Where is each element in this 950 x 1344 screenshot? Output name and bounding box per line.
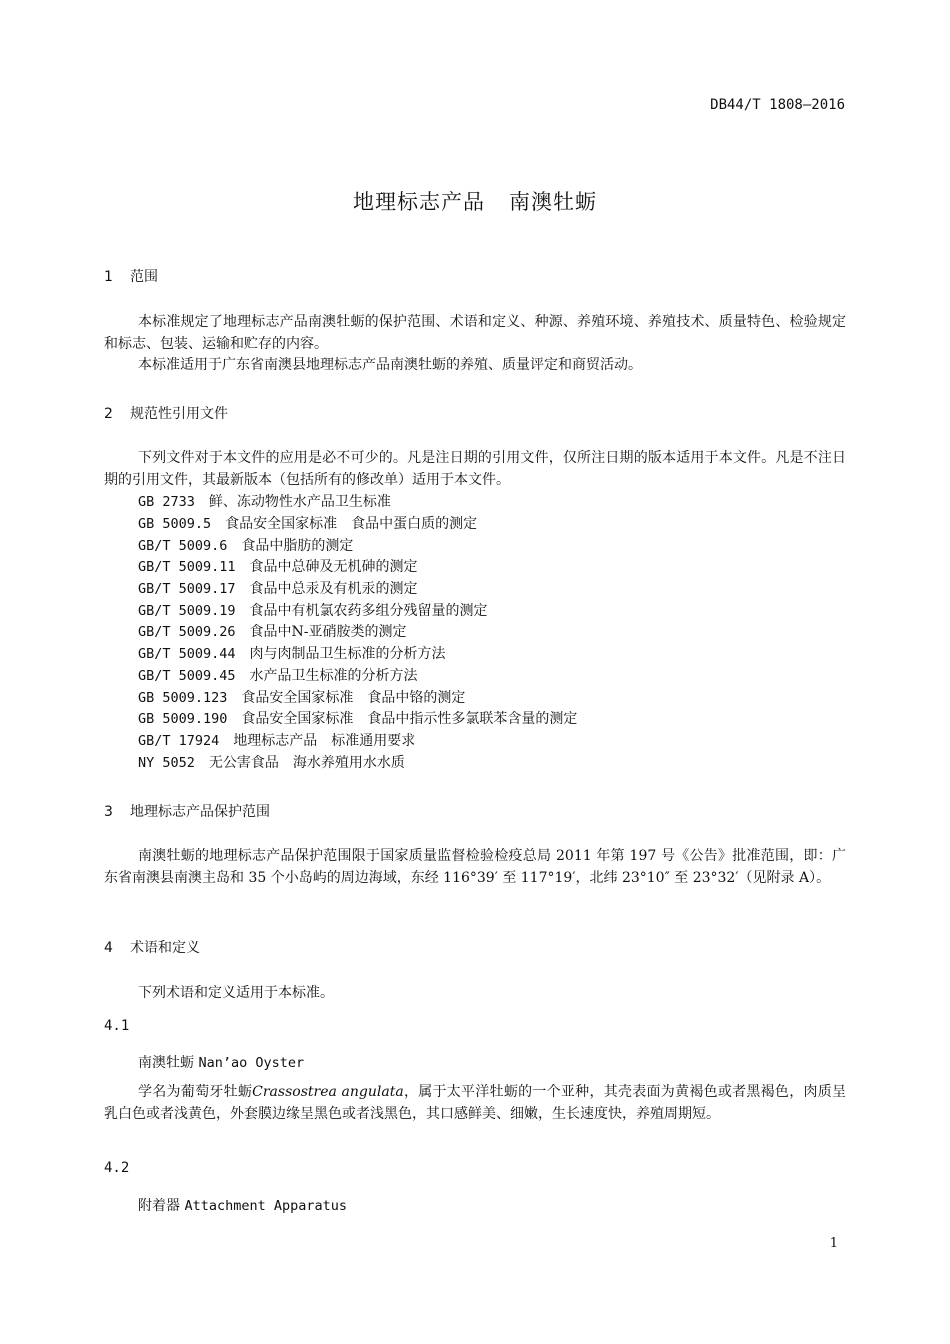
reference-item: GB/T 5009.6 食品中脂肪的测定	[138, 538, 354, 554]
reference-item: GB 5009.190 食品安全国家标准 食品中指示性多氯联苯含量的测定	[138, 711, 578, 727]
section-1-paragraph-2: 本标准适用于广东省南澳县地理标志产品南澳牡蛎的养殖、质量评定和商贸活动。	[138, 357, 642, 373]
term-4-1-number: 4.1	[104, 1018, 130, 1034]
section-2-heading	[104, 403, 228, 423]
term-4-1-en: Nan’ao Oyster	[198, 1055, 305, 1071]
document-title	[0, 186, 950, 216]
section-4-heading	[104, 937, 200, 957]
title-sub: 南澳牡蛎	[509, 190, 597, 214]
section-2-title: 规范性引用文件	[130, 406, 228, 422]
reference-item: GB/T 5009.26 食品中N-亚硝胺类的测定	[138, 624, 407, 640]
reference-item: GB/T 5009.17 食品中总汞及有机汞的测定	[138, 581, 418, 597]
term-4-1-definition: 学名为葡萄牙牡蛎Crassostrea angulata，属于太平洋牡蛎的一个亚种，其壳表面为黄褐色或者黑褐色，肉质呈乳白色或者浅黄色，外套膜边缘呈黑色或者浅黑色，其口感鲜美、细嫩，生长速度快，养殖周期短。	[104, 1084, 847, 1122]
title-main: 地理标志产品	[353, 190, 485, 214]
reference-item: GB/T 5009.19 食品中有机氯农药多组分残留量的测定	[138, 603, 488, 619]
term-4-1-cn: 南澳牡蛎	[138, 1055, 194, 1071]
section-3-number: 3	[104, 804, 113, 820]
section-2-paragraph-1: 下列文件对于本文件的应用是必不可少的。凡是注日期的引用文件，仅所注日期的版本适用于本文件。凡是不注日期的引用文件，其最新版本（包括所有的修改单）适用于本文件。	[104, 450, 846, 488]
reference-item: GB/T 17924 地理标志产品 标准通用要求	[138, 733, 416, 749]
reference-item: GB/T 5009.11 食品中总砷及无机砷的测定	[138, 559, 418, 575]
reference-item: GB/T 5009.44 肉与肉制品卫生标准的分析方法	[138, 646, 446, 662]
term-4-2-number: 4.2	[104, 1160, 130, 1176]
section-1-title: 范围	[130, 269, 158, 285]
section-1-paragraph-1: 本标准规定了地理标志产品南澳牡蛎的保护范围、术语和定义、种源、养殖环境、养殖技术、质量特色、检验规定和标志、包装、运输和贮存的内容。	[104, 314, 846, 352]
section-3-heading	[104, 801, 270, 821]
section-1-heading	[104, 266, 158, 286]
term-4-2	[138, 1195, 347, 1215]
latin-name: Crassostrea angulata	[252, 1084, 404, 1100]
section-3-paragraph-1: 南澳牡蛎的地理标志产品保护范围限于国家质量监督检验检疫总局 2011 年第 197 号《公告》批准范围，即：广东省南澳县南澳主岛和 35 个小岛屿的周边海域，东经 116°39′ 至 117°19′，北纬 23°10″ 至 23°32′（见附录 A）。	[104, 848, 846, 886]
term-4-2-cn: 附着器	[138, 1198, 180, 1214]
section-4-number: 4	[104, 940, 113, 956]
section-2-number: 2	[104, 406, 113, 422]
reference-item: GB/T 5009.45 水产品卫生标准的分析方法	[138, 668, 418, 684]
standard-code: DB44/T 1808—2016	[710, 97, 845, 113]
section-4-title: 术语和定义	[130, 940, 200, 956]
term-4-1	[138, 1052, 304, 1072]
reference-item: NY 5052 无公害食品 海水养殖用水水质	[138, 755, 405, 771]
section-1-number: 1	[104, 269, 113, 285]
reference-item: GB 2733 鲜、冻动物性水产品卫生标准	[138, 494, 391, 510]
section-3-title: 地理标志产品保护范围	[130, 804, 270, 820]
term-4-2-en: Attachment Apparatus	[184, 1198, 348, 1214]
reference-item: GB 5009.5 食品安全国家标准 食品中蛋白质的测定	[138, 516, 478, 532]
reference-item: GB 5009.123 食品安全国家标准 食品中铬的测定	[138, 690, 466, 706]
page-number: 1	[829, 1236, 838, 1251]
section-4-paragraph-1: 下列术语和定义适用于本标准。	[138, 985, 334, 1001]
